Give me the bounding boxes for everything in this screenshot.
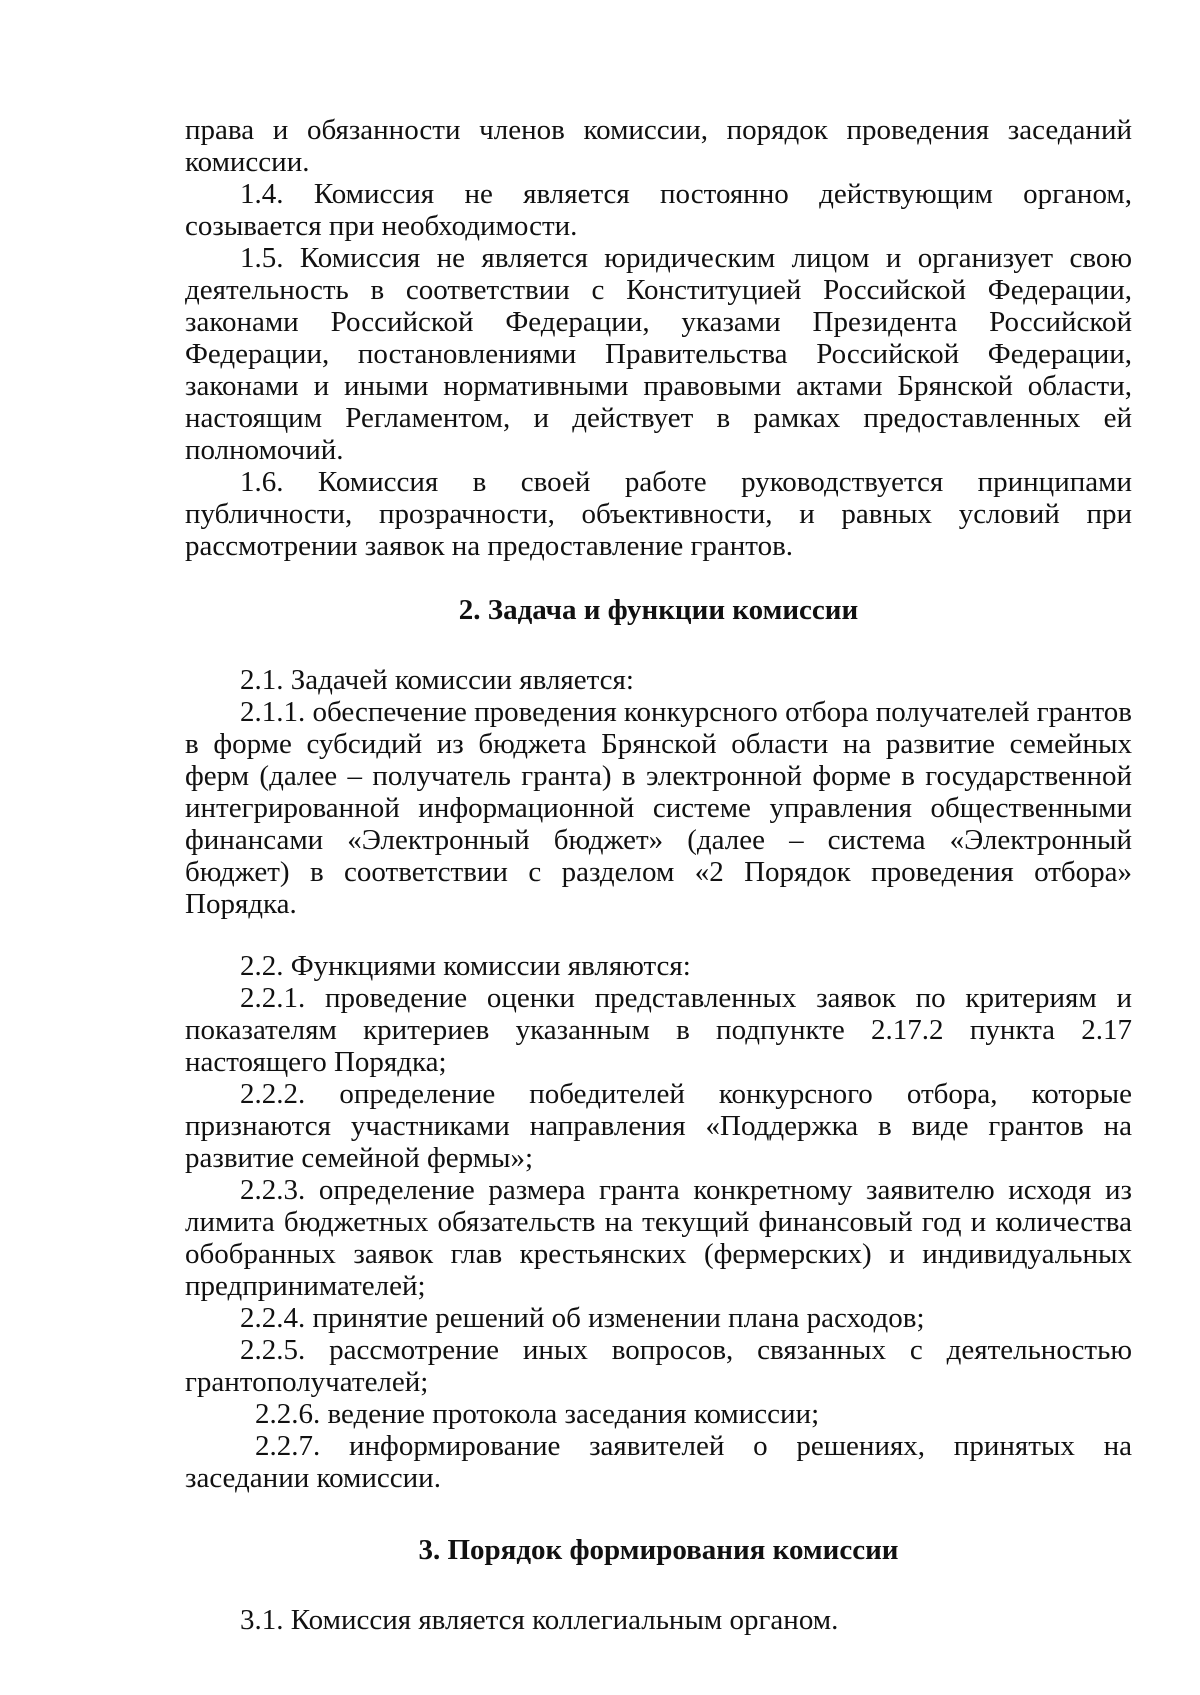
paragraph-2-2: 2.2. Функциями комиссии являются: [240,950,691,982]
paragraph-continuation: права и обязанности членов комиссии, порядок проведения заседаний комиссии. [185,114,1132,178]
section-2-heading: 2. Задача и функции комиссии [458,594,859,626]
paragraph-1-6: 1.6. Комиссия в своей работе руководствуется принципами публичности, прозрачности, объективности, и равных условий при рассмотрении заявок на предоставление грантов. [185,466,1132,562]
paragraph-2-2-4: 2.2.4. принятие решений об изменении плана расходов; [240,1302,925,1334]
document-body [185,114,1132,1636]
spacer [185,1494,1132,1534]
paragraph-1-5: 1.5. Комиссия не является юридическим лицом и организует свою деятельность в соответствии с Конституцией Российской Федерации, законами Российской Федерации, указами Президента Российской Федерации, постановлениями Правительства Российской Федерации, законами и иными нормативными правовыми актами Брянской области, настоящим Регламентом, и действует в рамках предоставленных ей полномочий. [185,242,1132,466]
spacer [185,1566,1132,1604]
paragraph-2-2-1: 2.2.1. проведение оценки представленных заявок по критериям и показателям критериев указанным в подпункте 2.17.2 пункта 2.17 настоящего Порядка; [185,982,1132,1078]
spacer [185,920,1132,950]
spacer [185,562,1132,594]
section-3-heading: 3. Порядок формирования комиссии [418,1534,899,1566]
paragraph-1-4: 1.4. Комиссия не является постоянно действующим органом, созывается при необходимости. [185,178,1132,242]
paragraph-2-2-2: 2.2.2. определение победителей конкурсного отбора, которые признаются участниками направления «Поддержка в виде грантов на развитие семейной фермы»; [185,1078,1132,1174]
paragraph-3-1: 3.1. Комиссия является коллегиальным органом. [240,1604,839,1636]
paragraph-2-2-7: 2.2.7. информирование заявителей о решениях, принятых на заседании комиссии. [185,1430,1132,1494]
paragraph-2-2-3: 2.2.3. определение размера гранта конкретному заявителю исходя из лимита бюджетных обязательств на текущий финансовый год и количества обобранных заявок глав крестьянских (фермерских) и индивидуальных предпринимателей; [185,1174,1132,1302]
paragraph-2-2-5: 2.2.5. рассмотрение иных вопросов, связанных с деятельностью грантополучателей; [185,1334,1132,1398]
spacer [185,626,1132,664]
paragraph-2-2-6: 2.2.6. ведение протокола заседания комиссии; [255,1398,820,1430]
paragraph-2-1: 2.1. Задачей комиссии является: [240,664,634,696]
paragraph-2-1-1: 2.1.1. обеспечение проведения конкурсного отбора получателей грантов в форме субсидий из бюджета Брянской области на развитие семейных ферм (далее – получатель гранта) в электронной форме в государственной интегрированной информационной системе управления общественными финансами «Электронный бюджет» (далее – система «Электронный бюджет) в соответствии с разделом «2 Порядок проведения отбора» Порядка. [185,696,1132,920]
